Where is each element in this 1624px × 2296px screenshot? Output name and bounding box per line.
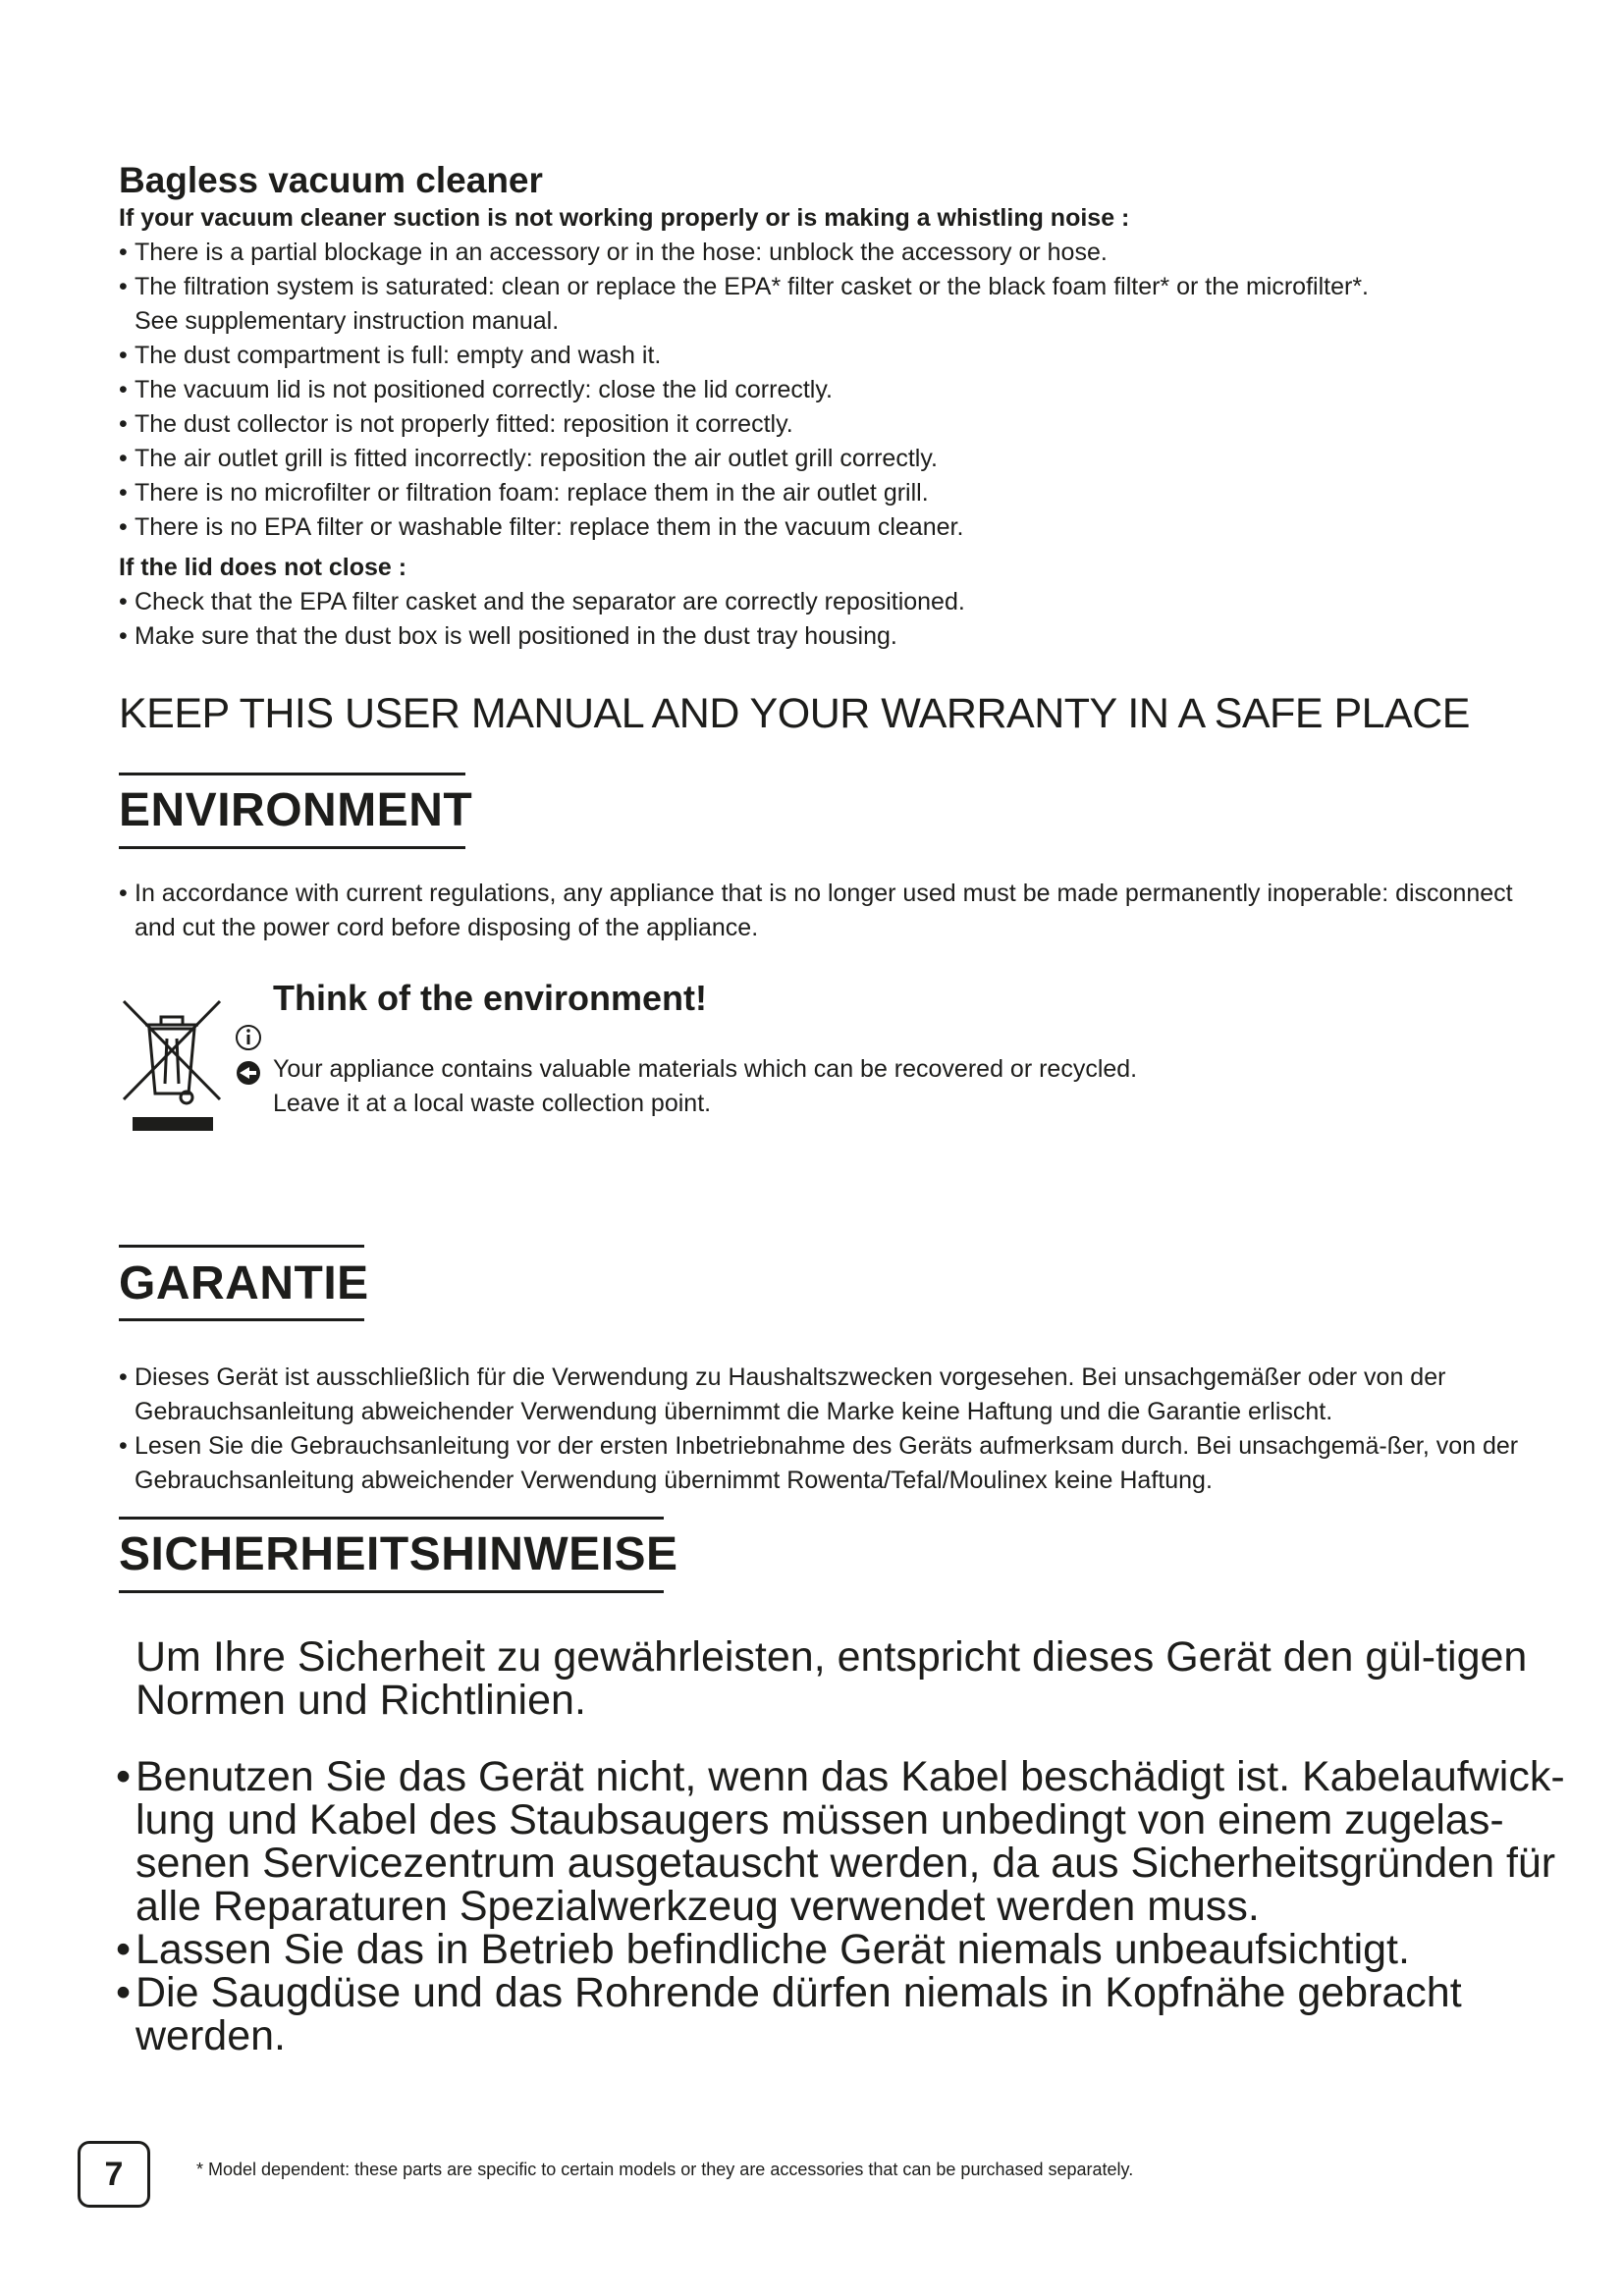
suction-list [119,236,1533,545]
list-item: • Die Saugdüse und das Rohrende dürfen niemals in Kopfnähe gebracht werden. [116,1971,1589,2057]
section-rule-top [119,1517,664,1520]
list-item: • The vacuum lid is not positioned correctly: close the lid correctly. [119,373,1533,407]
sicherheit-title: SICHERHEITSHINWEISE [119,1528,678,1580]
suction-heading: If your vacuum cleaner suction is not working properly or is making a whistling noise : [119,204,1130,232]
sicherheit-list [116,1755,1589,2057]
section-rule-top [119,773,465,775]
keep-notice: KEEP THIS USER MANUAL AND YOUR WARRANTY IN A SAFE PLACE [119,690,1470,737]
section-rule-bottom [119,1590,664,1593]
list-item: • There is no microfilter or filtration foam: replace them in the air outlet grill. [119,476,1533,510]
list-item-cont-text: See supplementary instruction manual. [135,307,560,335]
garantie-title: GARANTIE [119,1257,369,1309]
lid-list [119,585,1533,654]
list-item: • Check that the EPA filter casket and the separator are correctly repositioned. [119,585,1533,619]
environment-list [119,877,1552,945]
think-text-2: Leave it at a local waste collection point. [273,1090,712,1117]
think-title: Think of the environment! [273,978,708,1018]
sicherheit-intro: Um Ihre Sicherheit zu gewährleisten, entspricht dieses Gerät den gül-tigen Normen und Richtlinien. [135,1633,1528,1724]
list-item: • In accordance with current regulations, any appliance that is no longer used must be made permanently inoperable: disconnect and cut the power cord before disposing of the appliance. [119,877,1552,945]
lid-heading: If the lid does not close : [119,554,407,581]
footnote: * Model dependent: these parts are specific to certain models or they are accessories that can be purchased separately. [196,2160,1134,2179]
list-item: • The filtration system is saturated: clean or replace the EPA* filter casket or the black foam filter* or the microfilter*. [119,270,1533,304]
bagless-title: Bagless vacuum cleaner [119,160,543,200]
list-item: • Lesen Sie die Gebrauchsanleitung vor der ersten Inbetriebnahme des Geräts aufmerksam durch. Bei unsachgemä-ßer, von der Gebrauchsanleitung abweichender Verwendung übernimmt Rowenta/Tefal/Moulinex keine Haftung. [119,1429,1552,1498]
garantie-list [119,1361,1552,1498]
environment-title: ENVIRONMENT [119,784,473,836]
info-icon [234,1023,263,1052]
list-item: • There is a partial blockage in an accessory or in the hose: unblock the accessory or hose. [119,236,1533,270]
list-item: • Lassen Sie das in Betrieb befindliche Gerät niemals unbeaufsichtigt. [116,1928,1589,1971]
list-item: • Dieses Gerät ist ausschließlich für die Verwendung zu Haushaltszwecken vorgesehen. Bei unsachgemäßer oder von der Gebrauchsanleitung abweichender Verwendung übernimmt die Marke keine Haftung und die Garantie erlischt. [119,1361,1552,1429]
list-item: • Make sure that the dust box is well positioned in the dust tray housing. [119,619,1533,654]
list-item: • There is no EPA filter or washable filter: replace them in the vacuum cleaner. [119,510,1533,545]
list-item-cont [119,304,1533,339]
list-item: • The air outlet grill is fitted incorrectly: reposition the air outlet grill correctly. [119,442,1533,476]
section-rule-top [119,1245,364,1248]
think-text-1: Your appliance contains valuable materials which can be recovered or recycled. [273,1055,1138,1083]
page-number: 7 [78,2141,150,2208]
list-item: • Benutzen Sie das Gerät nicht, wenn das Kabel beschädigt ist. Kabelaufwick-lung und Kabel des Staubsaugers müssen unbedingt von einem zugelas-senen Servicezentrum ausgetauscht werden, da aus Sicherheitsgründen für alle Reparaturen Spezialwerkzeug verwendet werden muss. [116,1755,1589,1928]
section-rule-bottom [119,1318,364,1321]
section-rule-bottom [119,846,465,849]
arrow-point-icon [234,1058,263,1088]
crossed-out-wheelie-bin-icon [118,991,226,1139]
list-item: • The dust collector is not properly fitted: reposition it correctly. [119,407,1533,442]
list-item: • The dust compartment is full: empty and wash it. [119,339,1533,373]
